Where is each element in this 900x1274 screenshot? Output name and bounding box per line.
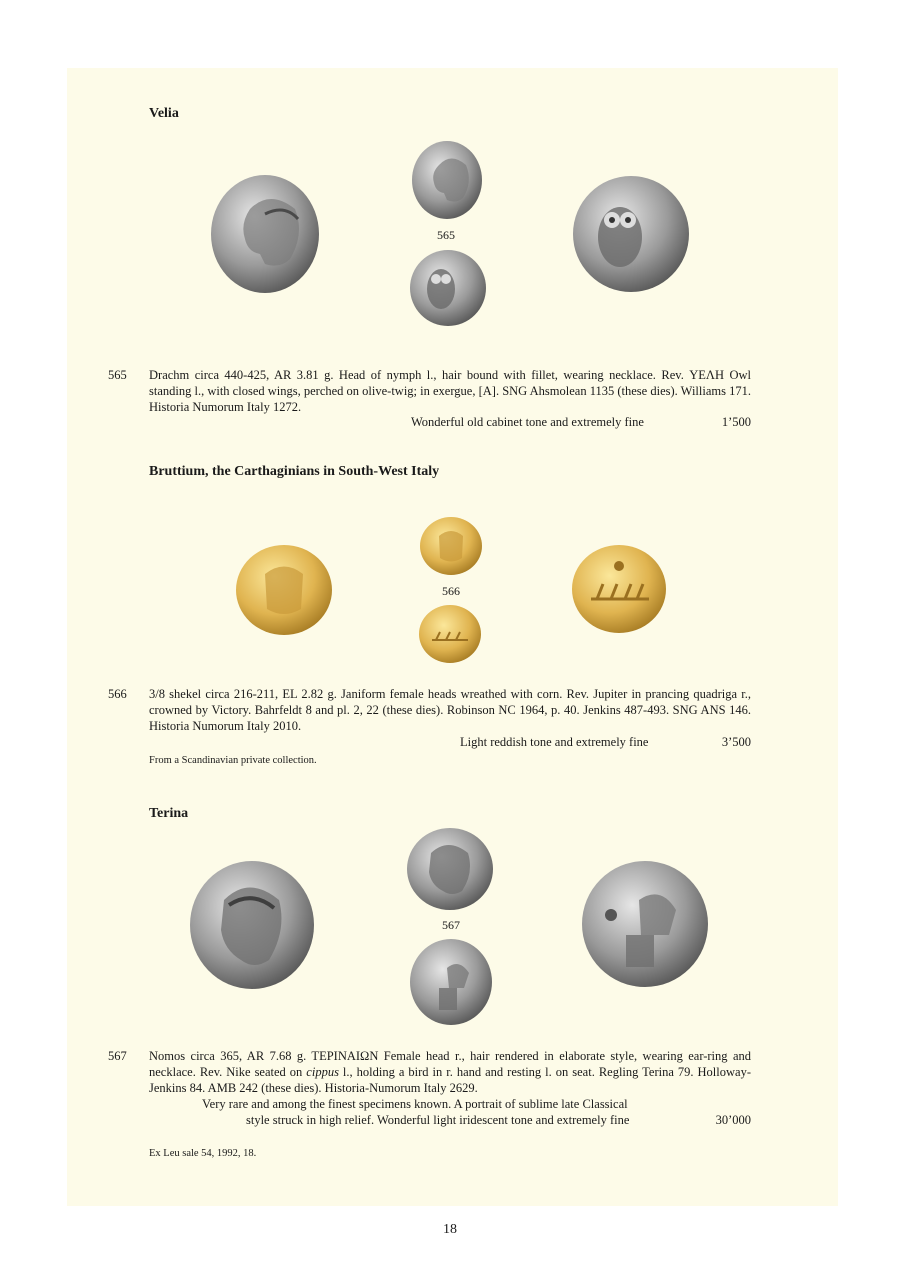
lot-grade-565: Wonderful old cabinet tone and extremely fine xyxy=(411,415,644,429)
lot-description-565: Drachm circa 440-425, AR 3.81 g. Head of nymph l., hair bound with fillet, wearing necklace. Rev. ΥΕΛΗ Owl standing l., with closed wings, perched on olive-twig; in exergue, [A]. SNG Ahsmolean 1135 (these dies). Williams 171. Historia Numorum Italy 1272. xyxy=(149,368,751,414)
section-title-terina: Terina xyxy=(149,806,189,821)
lot-grade-566: Light reddish tone and extremely fine xyxy=(460,735,649,749)
female-head-coin-icon xyxy=(189,860,315,990)
lot-number-567: 567 xyxy=(108,1049,127,1063)
quadriga-coin-icon xyxy=(571,544,667,634)
lot-description-566: 3/8 shekel circa 216-211, EL 2.82 g. Janiform female heads wreathed with corn. Rev. Jupiter in prancing quadriga r., crowned by Victory. Bahrfeldt 8 and pl. 2, 22 (these dies). Robinson NC 1964, p. 40. Jenkins 487-493. SNG ANS 146. Historia Numorum Italy 2010. xyxy=(149,687,751,733)
lot-label-566: 566 xyxy=(442,584,460,598)
lot-label-567: 567 xyxy=(442,918,460,932)
lot-label-565: 565 xyxy=(437,228,455,242)
lot-price-566: 3’500 xyxy=(721,735,751,749)
owl-small-coin-icon xyxy=(409,249,487,327)
lot-provenance-567: Ex Leu sale 54, 1992, 18. xyxy=(149,1148,257,1159)
female-head-small-coin-icon xyxy=(406,827,494,911)
lot-description-567: Nomos circa 365, AR 7.68 g. TEPINAIΩN Female head r., hair rendered in elaborate style, wearing ear-ring and necklace. Rev. Nike seated on cippus l., holding a bird in r. hand and resting l. on seat. Regling Terina 79. Holloway-Jenkins 84. AMB 242 (these dies). Historia-Numorum Italy 2629. xyxy=(149,1049,751,1095)
lot-provenance-566: From a Scandinavian private collection. xyxy=(149,755,317,766)
page-number: 18 xyxy=(443,1222,457,1237)
lot-number-566: 566 xyxy=(108,687,127,701)
lot-grade-567-line1: Very rare and among the finest specimens known. A portrait of sublime late Classical xyxy=(202,1097,628,1111)
section-title-bruttium: Bruttium, the Carthaginians in South-West Italy xyxy=(149,464,440,479)
janiform-heads-small-coin-icon xyxy=(419,516,483,576)
lot-number-565: 565 xyxy=(108,368,127,382)
owl-coin-icon xyxy=(572,175,690,293)
seated-nike-coin-icon xyxy=(581,860,709,988)
nymph-head-small-coin-icon xyxy=(411,140,483,220)
lot-price-565: 1’500 xyxy=(721,415,751,429)
lot-grade-567-line2: style struck in high relief. Wonderful light iridescent tone and extremely fine xyxy=(246,1113,630,1127)
lot-price-567: 30’000 xyxy=(715,1113,751,1127)
italic-cippus: cippus xyxy=(306,1065,339,1079)
quadriga-small-coin-icon xyxy=(418,604,482,664)
janiform-heads-coin-icon xyxy=(235,544,333,636)
section-title-velia: Velia xyxy=(149,106,179,121)
seated-nike-small-coin-icon xyxy=(409,938,493,1026)
nymph-head-coin-icon xyxy=(210,174,320,294)
